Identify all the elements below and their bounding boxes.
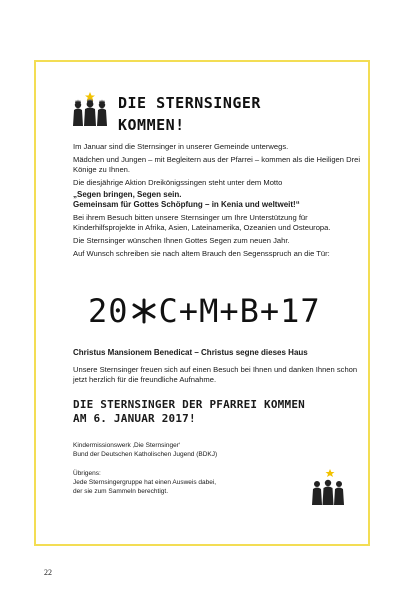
motto-line-1: „Segen bringen, Segen sein. [73,190,182,199]
flyer-heading [70,92,261,136]
asterisk-star-icon [131,298,157,324]
page-number: 22 [44,568,52,577]
intro-paragraph-1: Im Januar sind die Sternsinger in unserer Gemeinde unterwegs. [73,142,289,151]
formula-year-a: 20 [88,292,129,330]
intro-paragraph-5: Die Sternsinger wünschen Ihnen Gottes Segen zum neuen Jahr. [73,236,290,245]
blessing-caption: Christus Mansionem Benedicat – Christus segne dieses Haus [73,348,308,357]
date-heading-line-1: DIE STERNSINGER DER PFARREI KOMMEN [73,398,305,411]
note-block [73,469,303,496]
intro-text [73,142,367,262]
org-line-1: Kindermissionswerk ‚Die Sternsinger‘ [73,442,181,449]
three-kings-small-icon [310,469,346,505]
intro-paragraph-6: Auf Wunsch schreiben sie nach altem Brauch den Segensspruch an die Tür: [73,249,330,258]
date-heading-line-2: AM 6. JANUAR 2017! [73,412,196,425]
intro-paragraph-4: Bei ihrem Besuch bitten unsere Sternsinger um Ihre Unterstützung für Kinderhilfsprojekte in Afrika, Asien, Lateinamerika, Ozeanien und Osteuropa. [73,213,331,232]
note-line-2: Jede Sternsingergruppe hat einen Ausweis dabei, [73,479,217,486]
date-heading [73,398,363,426]
organization-info [73,441,303,463]
intro-paragraph-2: Mädchen und Jungen – mit Begleitern aus der Pfarrei – kommen als die Heiligen Drei Könige zu Ihnen. [73,155,361,174]
thanks-paragraph: Unsere Sternsinger freuen sich auf einen Besuch bei Ihnen und danken Ihnen schon jetzt herzlich für die freundliche Aufnahme. [73,365,358,384]
intro-paragraph-3: Die diesjährige Aktion Dreikönigssingen steht unter dem Motto [73,178,283,187]
note-line-1: Übrigens: [73,470,101,477]
org-line-2: Bund der Deutschen Katholischen Jugend (BDKJ) [73,451,218,458]
heading-line-1: DIE STERNSINGER [118,94,261,112]
formula-initials: C+M+B+ [158,292,281,330]
star-icon [326,469,335,477]
formula-year-b: 17 [280,292,321,330]
motto-line-2: Gemeinsam für Gottes Schöpfung – in Kenia und weltweit!“ [73,200,300,209]
note-line-3: der sie zum Sammeln berechtigt. [73,488,169,495]
blessing-text [73,348,367,388]
heading-line-2: KOMMEN! [118,116,185,134]
blessing-formula [88,292,338,330]
three-kings-icon [70,92,110,126]
